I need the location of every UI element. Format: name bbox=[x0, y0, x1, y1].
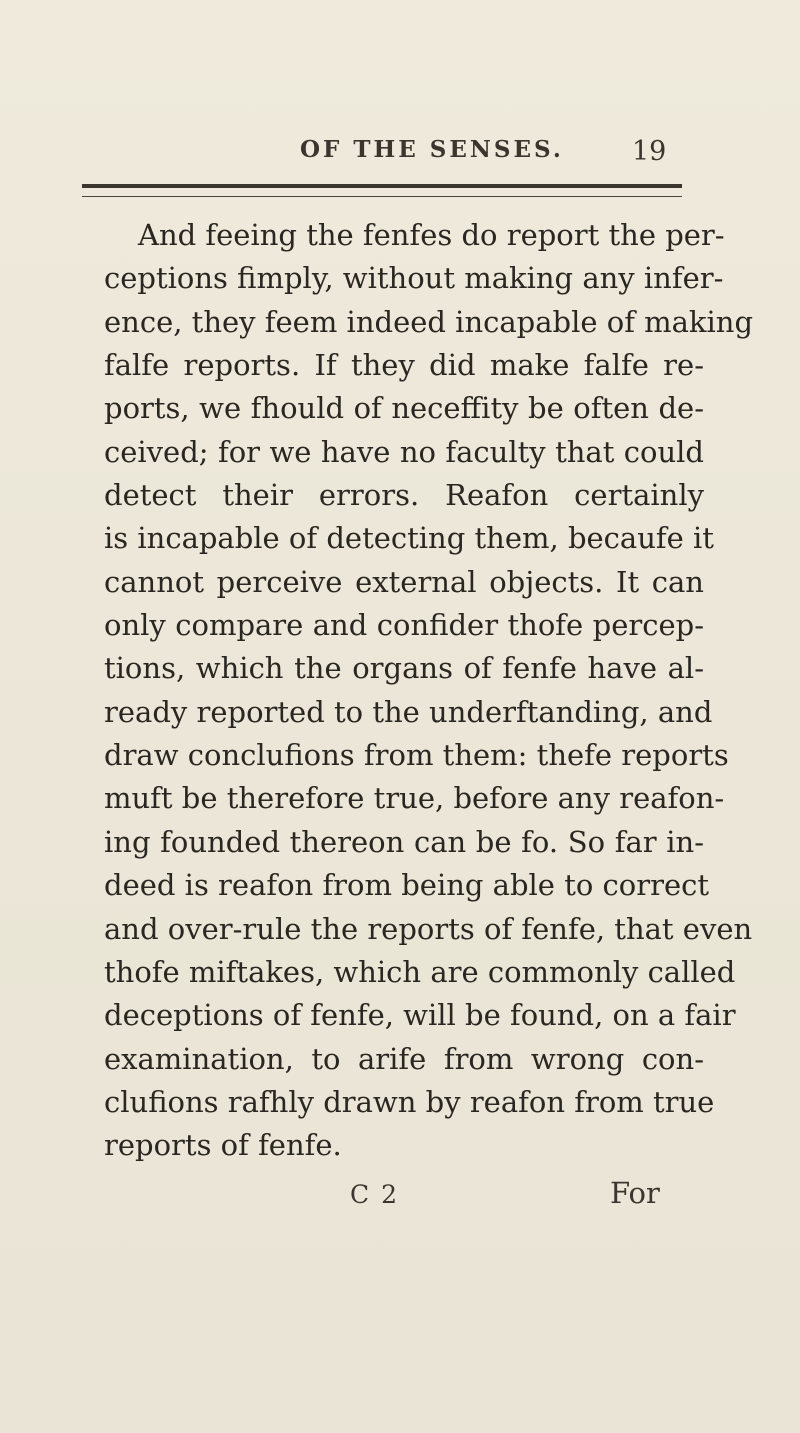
text-line: examination, to arife from wrong con- bbox=[104, 1041, 704, 1076]
text-line: ceived; for we have no faculty that could bbox=[104, 434, 704, 469]
text-line: cannot perceive external objects. It can bbox=[104, 564, 704, 599]
text-line: deceptions of fenfe, will be found, on a fair bbox=[104, 998, 736, 1033]
text-line: clufions rafhly drawn by reafon from true bbox=[104, 1084, 715, 1119]
text-line: ports, we fhould of neceffity be often de- bbox=[104, 391, 704, 426]
catchword: For bbox=[610, 1176, 660, 1210]
text-line: only compare and confider thofe percep- bbox=[104, 608, 704, 643]
text-line: thofe miftakes, which are commonly called bbox=[104, 954, 736, 989]
text-line: detect their errors. Reafon certainly bbox=[104, 478, 704, 513]
text-line: falfe reports. If they did make falfe re- bbox=[104, 348, 704, 383]
running-title: OF THE SENSES. bbox=[300, 136, 564, 163]
text-line: ing founded thereon can be fo. So far in- bbox=[104, 824, 704, 859]
text-line: ready reported to the underftanding, and bbox=[104, 694, 713, 729]
text-line: And feeing the fenfes do report the per- bbox=[138, 218, 725, 252]
text-line: muft be therefore true, before any reafon- bbox=[104, 781, 725, 816]
page-number: 19 bbox=[632, 136, 667, 167]
header-rule-thin bbox=[82, 196, 682, 197]
signature-mark: C 2 bbox=[350, 1180, 399, 1209]
text-line: draw conclufions from them: thefe reports bbox=[104, 738, 729, 773]
text-line: and over-rule the reports of fenfe, that even bbox=[104, 911, 753, 946]
body-paragraph bbox=[104, 214, 754, 1168]
text-line: ceptions fimply, without making any infer- bbox=[104, 261, 724, 296]
text-line: is incapable of detecting them, becaufe it bbox=[104, 521, 714, 556]
running-head bbox=[0, 136, 800, 176]
text-line: tions, which the organs of fenfe have al- bbox=[104, 651, 704, 686]
text-line: reports of fenfe. bbox=[104, 1128, 342, 1163]
text-line: ence, they feem indeed incapable of making bbox=[104, 304, 754, 339]
text-line: deed is reafon from being able to correct bbox=[104, 868, 710, 903]
header-rule bbox=[82, 184, 682, 188]
